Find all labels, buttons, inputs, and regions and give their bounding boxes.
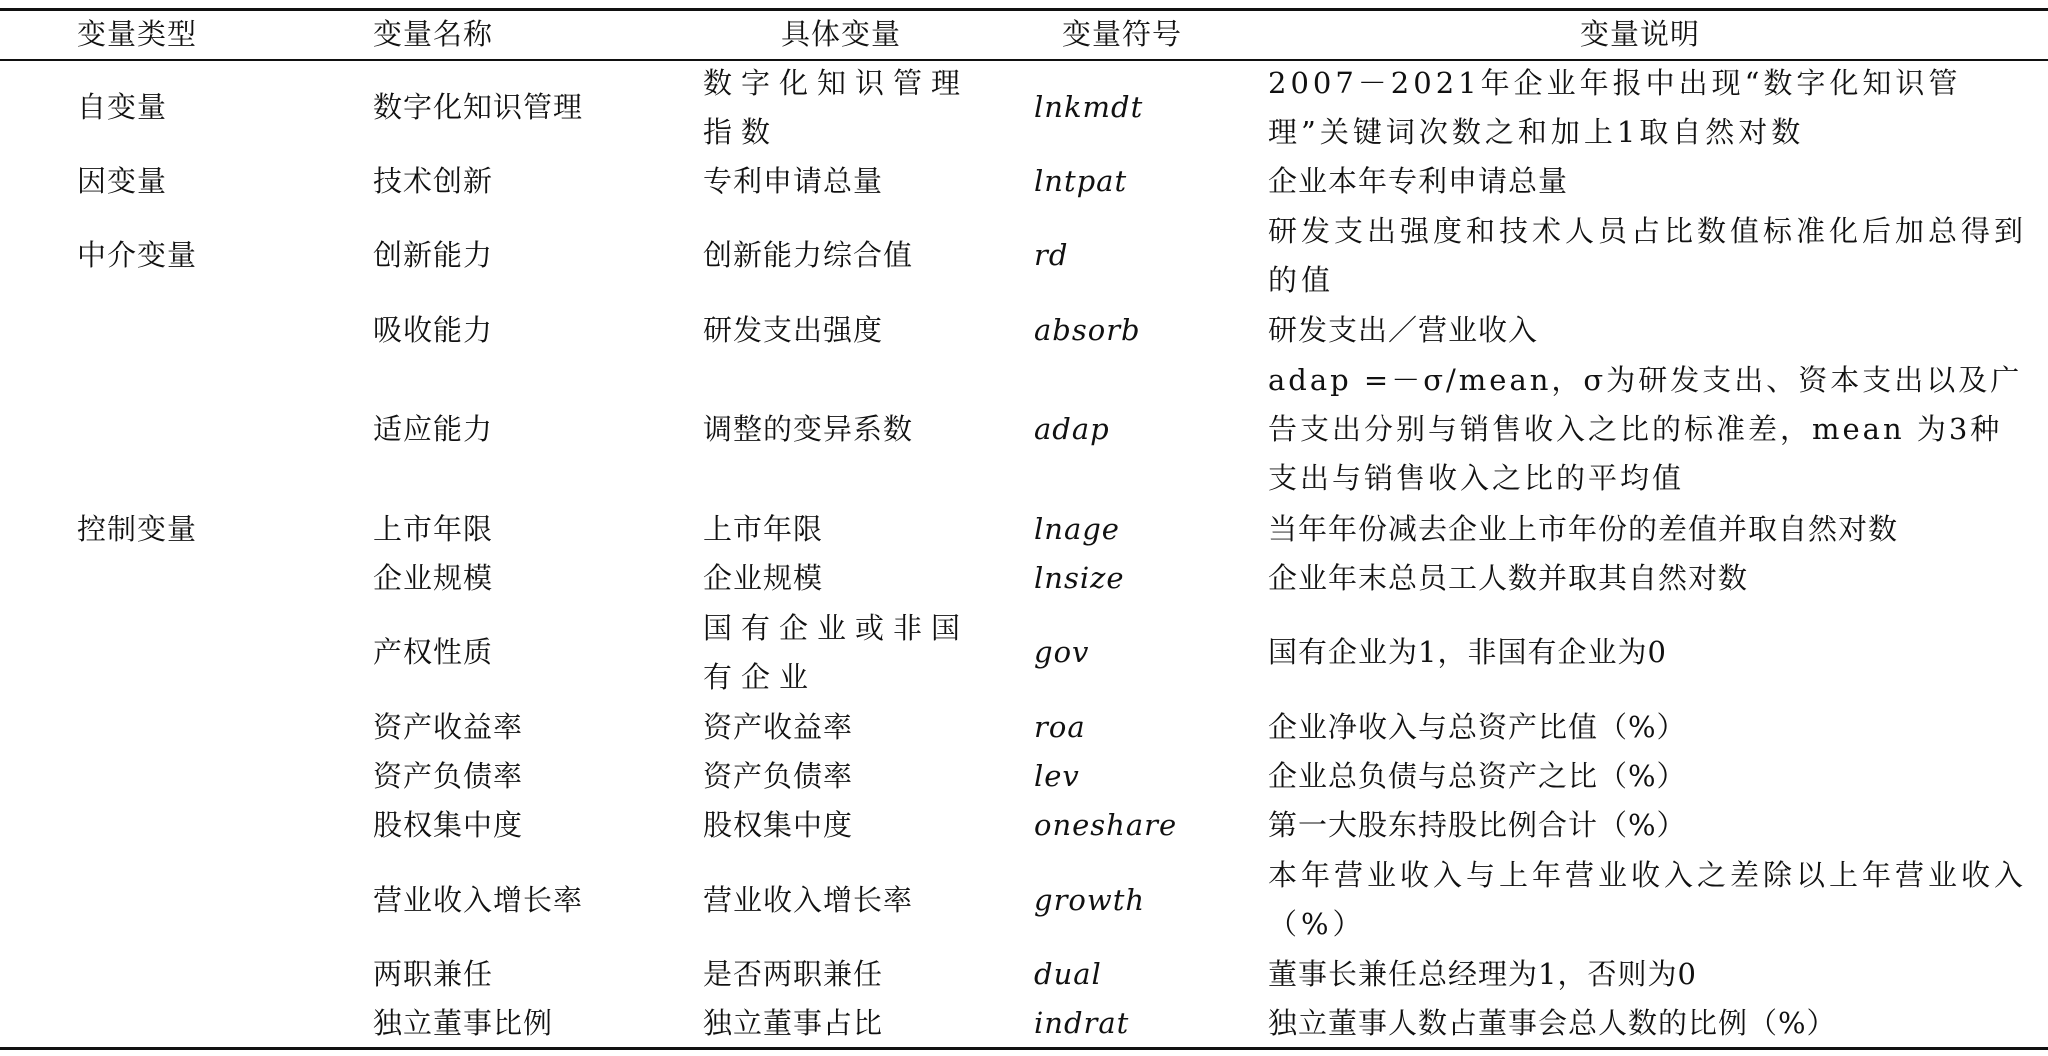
row-specific: 营业收入增长率 — [703, 883, 914, 917]
row-symbol: roa — [1034, 710, 1086, 744]
row-specific: 企业规模 — [703, 561, 824, 595]
row-name: 上市年限 — [373, 512, 494, 546]
row-symbol: dual — [1034, 957, 1102, 991]
row-description: 本年营业收入与上年营业收入之差除以上年营业收入（%） — [1268, 858, 2028, 941]
header-variable-description: 变量说明 — [1580, 17, 1701, 51]
row-name: 产权性质 — [373, 635, 494, 669]
row-specific: 创新能力综合值 — [703, 238, 914, 272]
row-specific: 资产负债率 — [703, 759, 854, 793]
row-symbol: lntpat — [1034, 164, 1128, 198]
row-specific: 上市年限 — [703, 512, 824, 546]
row-specific: 国有企业或非国有企业 — [703, 611, 970, 694]
row-name: 两职兼任 — [373, 957, 494, 991]
row-description: 独立董事人数占董事会总人数的比例（%） — [1268, 1006, 1837, 1040]
row-description: 董事长兼任总经理为1，否则为0 — [1268, 957, 1697, 991]
header-specific-variable: 具体变量 — [781, 17, 902, 51]
row-description: 国有企业为1，非国有企业为0 — [1268, 635, 1667, 669]
row-name: 股权集中度 — [373, 808, 524, 842]
row-name: 独立董事比例 — [373, 1006, 554, 1040]
row-specific: 股权集中度 — [703, 808, 854, 842]
row-description: adap =－σ/mean，σ为研发支出、资本支出以及广告支出分别与销售收入之比的标准差，mean 为3种支出与销售收入之比的平均值 — [1268, 363, 2023, 495]
row-type: 因变量 — [77, 164, 168, 198]
row-name: 企业规模 — [373, 561, 494, 595]
header-variable-name: 变量名称 — [373, 17, 494, 51]
row-specific: 数字化知识管理指数 — [703, 66, 970, 149]
header-variable-symbol: 变量符号 — [1062, 17, 1183, 51]
row-description: 研发支出强度和技术人员占比数值标准化后加总得到的值 — [1268, 214, 2028, 297]
row-type: 中介变量 — [77, 238, 198, 272]
row-symbol: rd — [1034, 238, 1069, 272]
row-description: 当年年份减去企业上市年份的差值并取自然对数 — [1268, 512, 1899, 546]
row-type: 自变量 — [77, 90, 168, 124]
row-description: 企业净收入与总资产比值（%） — [1268, 710, 1687, 744]
row-symbol: lnage — [1034, 512, 1120, 546]
header-variable-type: 变量类型 — [77, 17, 198, 51]
row-description: 企业本年专利申请总量 — [1268, 164, 1569, 198]
row-specific: 调整的变异系数 — [703, 412, 914, 446]
row-description: 企业总负债与总资产之比（%） — [1268, 759, 1687, 793]
row-symbol: growth — [1034, 883, 1146, 917]
row-specific: 独立董事占比 — [703, 1006, 884, 1040]
row-symbol: lnsize — [1034, 561, 1125, 595]
row-symbol: oneshare — [1034, 808, 1178, 842]
row-description: 第一大股东持股比例合计（%） — [1268, 808, 1687, 842]
row-symbol: gov — [1034, 635, 1090, 669]
row-description: 研发支出／营业收入 — [1268, 313, 1539, 347]
row-symbol: lev — [1034, 759, 1080, 793]
row-symbol: lnkmdt — [1034, 90, 1144, 124]
row-symbol: adap — [1034, 412, 1110, 446]
row-description: 企业年末总员工人数并取其自然对数 — [1268, 561, 1749, 595]
row-specific: 资产收益率 — [703, 710, 854, 744]
row-name: 资产负债率 — [373, 759, 524, 793]
row-symbol: absorb — [1034, 313, 1141, 347]
row-name: 吸收能力 — [373, 313, 494, 347]
row-name: 资产收益率 — [373, 710, 524, 744]
row-name: 创新能力 — [373, 238, 494, 272]
row-specific: 专利申请总量 — [703, 164, 884, 198]
row-name: 营业收入增长率 — [373, 883, 584, 917]
row-type: 控制变量 — [77, 512, 198, 546]
table-top-rule — [0, 8, 2048, 11]
row-name: 数字化知识管理 — [373, 90, 584, 124]
row-name: 技术创新 — [373, 164, 494, 198]
row-specific: 研发支出强度 — [703, 313, 884, 347]
row-description: 2007－2021年企业年报中出现“数字化知识管理”关键词次数之和加上1取自然对数 — [1268, 66, 1962, 149]
row-name: 适应能力 — [373, 412, 494, 446]
row-symbol: indrat — [1034, 1006, 1130, 1040]
row-specific: 是否两职兼任 — [703, 957, 884, 991]
